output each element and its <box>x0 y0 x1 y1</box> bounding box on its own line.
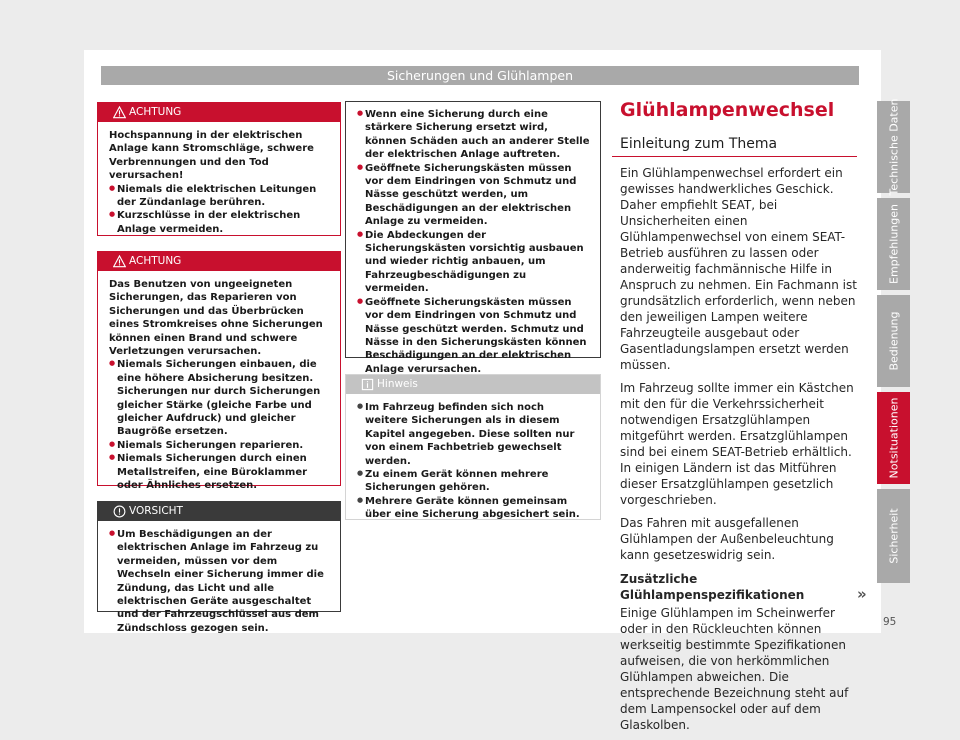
subheading: Zusätzliche Glühlampenspezifikationen <box>620 572 805 602</box>
bullet-item: ● Geöffnete Sicherungskästen müssen vor dem Eindringen von Schmutz und Nässe geschützt werden, um Beschädigungen an der elektrischen Anlage zu vermeiden. <box>357 162 590 229</box>
continue-marker: » <box>857 585 867 603</box>
bullet-item: ● Geöffnete Sicherungskästen müssen vor dem Eindringen von Schmutz und Nässe geschützt werden. Schmutz und Nässe in den Sicherungskästen können Beschädigungen an der elektrischen Anlage verursachen. <box>357 296 590 376</box>
tab-label: Bedienung <box>887 311 900 371</box>
page-number: 95 <box>883 616 897 628</box>
warning-triangle-icon <box>113 255 126 268</box>
tab-label: Sicherheit <box>887 508 900 564</box>
bullet-item: ● Im Fahrzeug befinden sich noch weitere Sicherungen als in diesem Kapitel angegeben. Diese sollten nur von einem Fachbetrieb gewechselt werden. <box>357 401 590 468</box>
note-header <box>346 375 600 394</box>
paragraph: Im Fahrzeug sollte immer ein Kästchen mit den für die Verkehrssicherheit notwendigen Ersatzglühlampen mitgeführt werden. Ersatzglühlampen sind bei einem SEAT-Betrieb erhältlich. In einigen Ländern ist das Mitführen dieser Ersatzglühlampen gesetzlich vorgeschrieben. <box>620 381 854 507</box>
caution-box <box>97 501 341 634</box>
body-text-column <box>620 165 860 740</box>
note-label: Hinweis <box>377 378 418 390</box>
tab-label: Notsituationen <box>887 397 900 479</box>
warning-intro: Hochspannung in der elektrischen Anlage kann Stromschläge, schwere Verbrennungen und den Tod verursachen! <box>109 130 314 182</box>
bullet-item: ● Niemals Sicherungen einbauen, die eine höhere Absicherung besitzen. Sicherungen nur durch Sicherungen gleicher Stärke (gleiche Farbe und gleicher Aufdruck) und gleicher Baugröße ersetzen. <box>109 358 330 438</box>
tab-sicherheit[interactable] <box>877 489 910 583</box>
running-header: Sicherungen und Glühlampen <box>101 66 859 85</box>
caution-header <box>98 502 340 521</box>
bullet-item: ● Niemals Sicherungen reparieren. <box>109 439 330 452</box>
bullet-item: ● Niemals die elektrischen Leitungen der Zündanlage berühren. <box>109 183 330 210</box>
warning-box-high-voltage <box>97 102 341 236</box>
note-box <box>345 374 601 520</box>
bullet-item: ● Kurzschlüsse in der elektrischen Anlage vermeiden. <box>109 209 330 236</box>
paragraph: Ein Glühlampenwechsel erfordert ein gewisses handwerkliches Geschick. Daher empfiehlt SEAT, bei Unsicherheiten einen Glühlampenwechsel von einem SEAT-Betrieb ausführen zu lassen oder anderweitig fachmännische Hilfe in Anspruch zu nehmen. Ein Fachmann ist grundsätzlich erforderlich, wenn neben den jeweiligen Lampen weitere Fahrzeugteile ausgebaut oder Gasentladungslampen ersetzt werden müssen. <box>620 166 857 372</box>
bullet-item: ● Wenn eine Sicherung durch eine stärkere Sicherung ersetzt wird, können Schäden auch an anderer Stelle der elektrischen Anlage auftreten. <box>357 108 590 162</box>
bullet-item: ● Mehrere Geräte können gemeinsam über eine Sicherung abgesichert sein. <box>357 495 590 522</box>
caution-label: VORSICHT <box>129 505 183 517</box>
bullet-item: ● Um Beschädigungen an der elektrischen Anlage im Fahrzeug zu vermeiden, müssen vor dem Wechseln einer Sicherung immer die Zündung, das Licht und alle elektrischen Geräte ausgeschaltet und der Fahrzeugschlüssel aus dem Zündschloss gezogen sein. <box>109 528 330 635</box>
warning-label: ACHTUNG <box>129 255 182 267</box>
warning-box-fuses <box>97 251 341 492</box>
tab-label: Empfehlungen <box>887 204 900 284</box>
warning-intro: Das Benutzen von ungeeigneten Sicherungen, das Reparieren von Sicherungen und das Überbrücken eines Stromkreises ohne Sicherungen können einen Brand und schwere Verletzungen verursachen. <box>109 279 323 358</box>
tab-bedienung[interactable] <box>877 295 910 387</box>
subtitle-underline <box>612 156 857 157</box>
tab-technische-daten[interactable] <box>877 98 910 196</box>
warning-triangle-icon <box>113 106 126 119</box>
tab-empfehlungen[interactable] <box>877 198 910 290</box>
warning-label: ACHTUNG <box>129 106 182 118</box>
paragraph: Einige Glühlampen im Scheinwerfer oder in den Rückleuchten können werkseitig bestimmte Spezifikationen aufweisen, die von herkömmlichen Glühlampen abweichen. Die entsprechende Bezeichnung steht auf dem Lampensockel oder auf dem Glaskolben. <box>620 606 849 732</box>
section-subtitle: Einleitung zum Thema <box>620 136 778 152</box>
tab-notsituationen[interactable] <box>877 392 910 484</box>
paragraph: Das Fahren mit ausgefallenen Glühlampen der Außenbeleuchtung kann gesetzeswidrig sein. <box>620 516 834 562</box>
tab-label: Technische Daten <box>887 98 900 196</box>
bullet-item: ● Niemals Sicherungen durch einen Metallstreifen, eine Büroklammer oder Ähnliches ersetzen. <box>109 452 330 492</box>
warning-header <box>98 252 340 271</box>
bullet-item: ● Zu einem Gerät können mehrere Sicherungen gehören. <box>357 468 590 495</box>
warning-header <box>98 103 340 122</box>
info-icon <box>361 378 374 391</box>
caution-circle-icon <box>113 505 126 518</box>
section-title: Glühlampenwechsel <box>620 99 835 121</box>
bullet-item: ● Die Abdeckungen der Sicherungskästen vorsichtig ausbauen und wieder richtig anbauen, um Fahrzeugbeschädigungen zu vermeiden. <box>357 229 590 296</box>
caution-box-continued <box>345 101 601 375</box>
